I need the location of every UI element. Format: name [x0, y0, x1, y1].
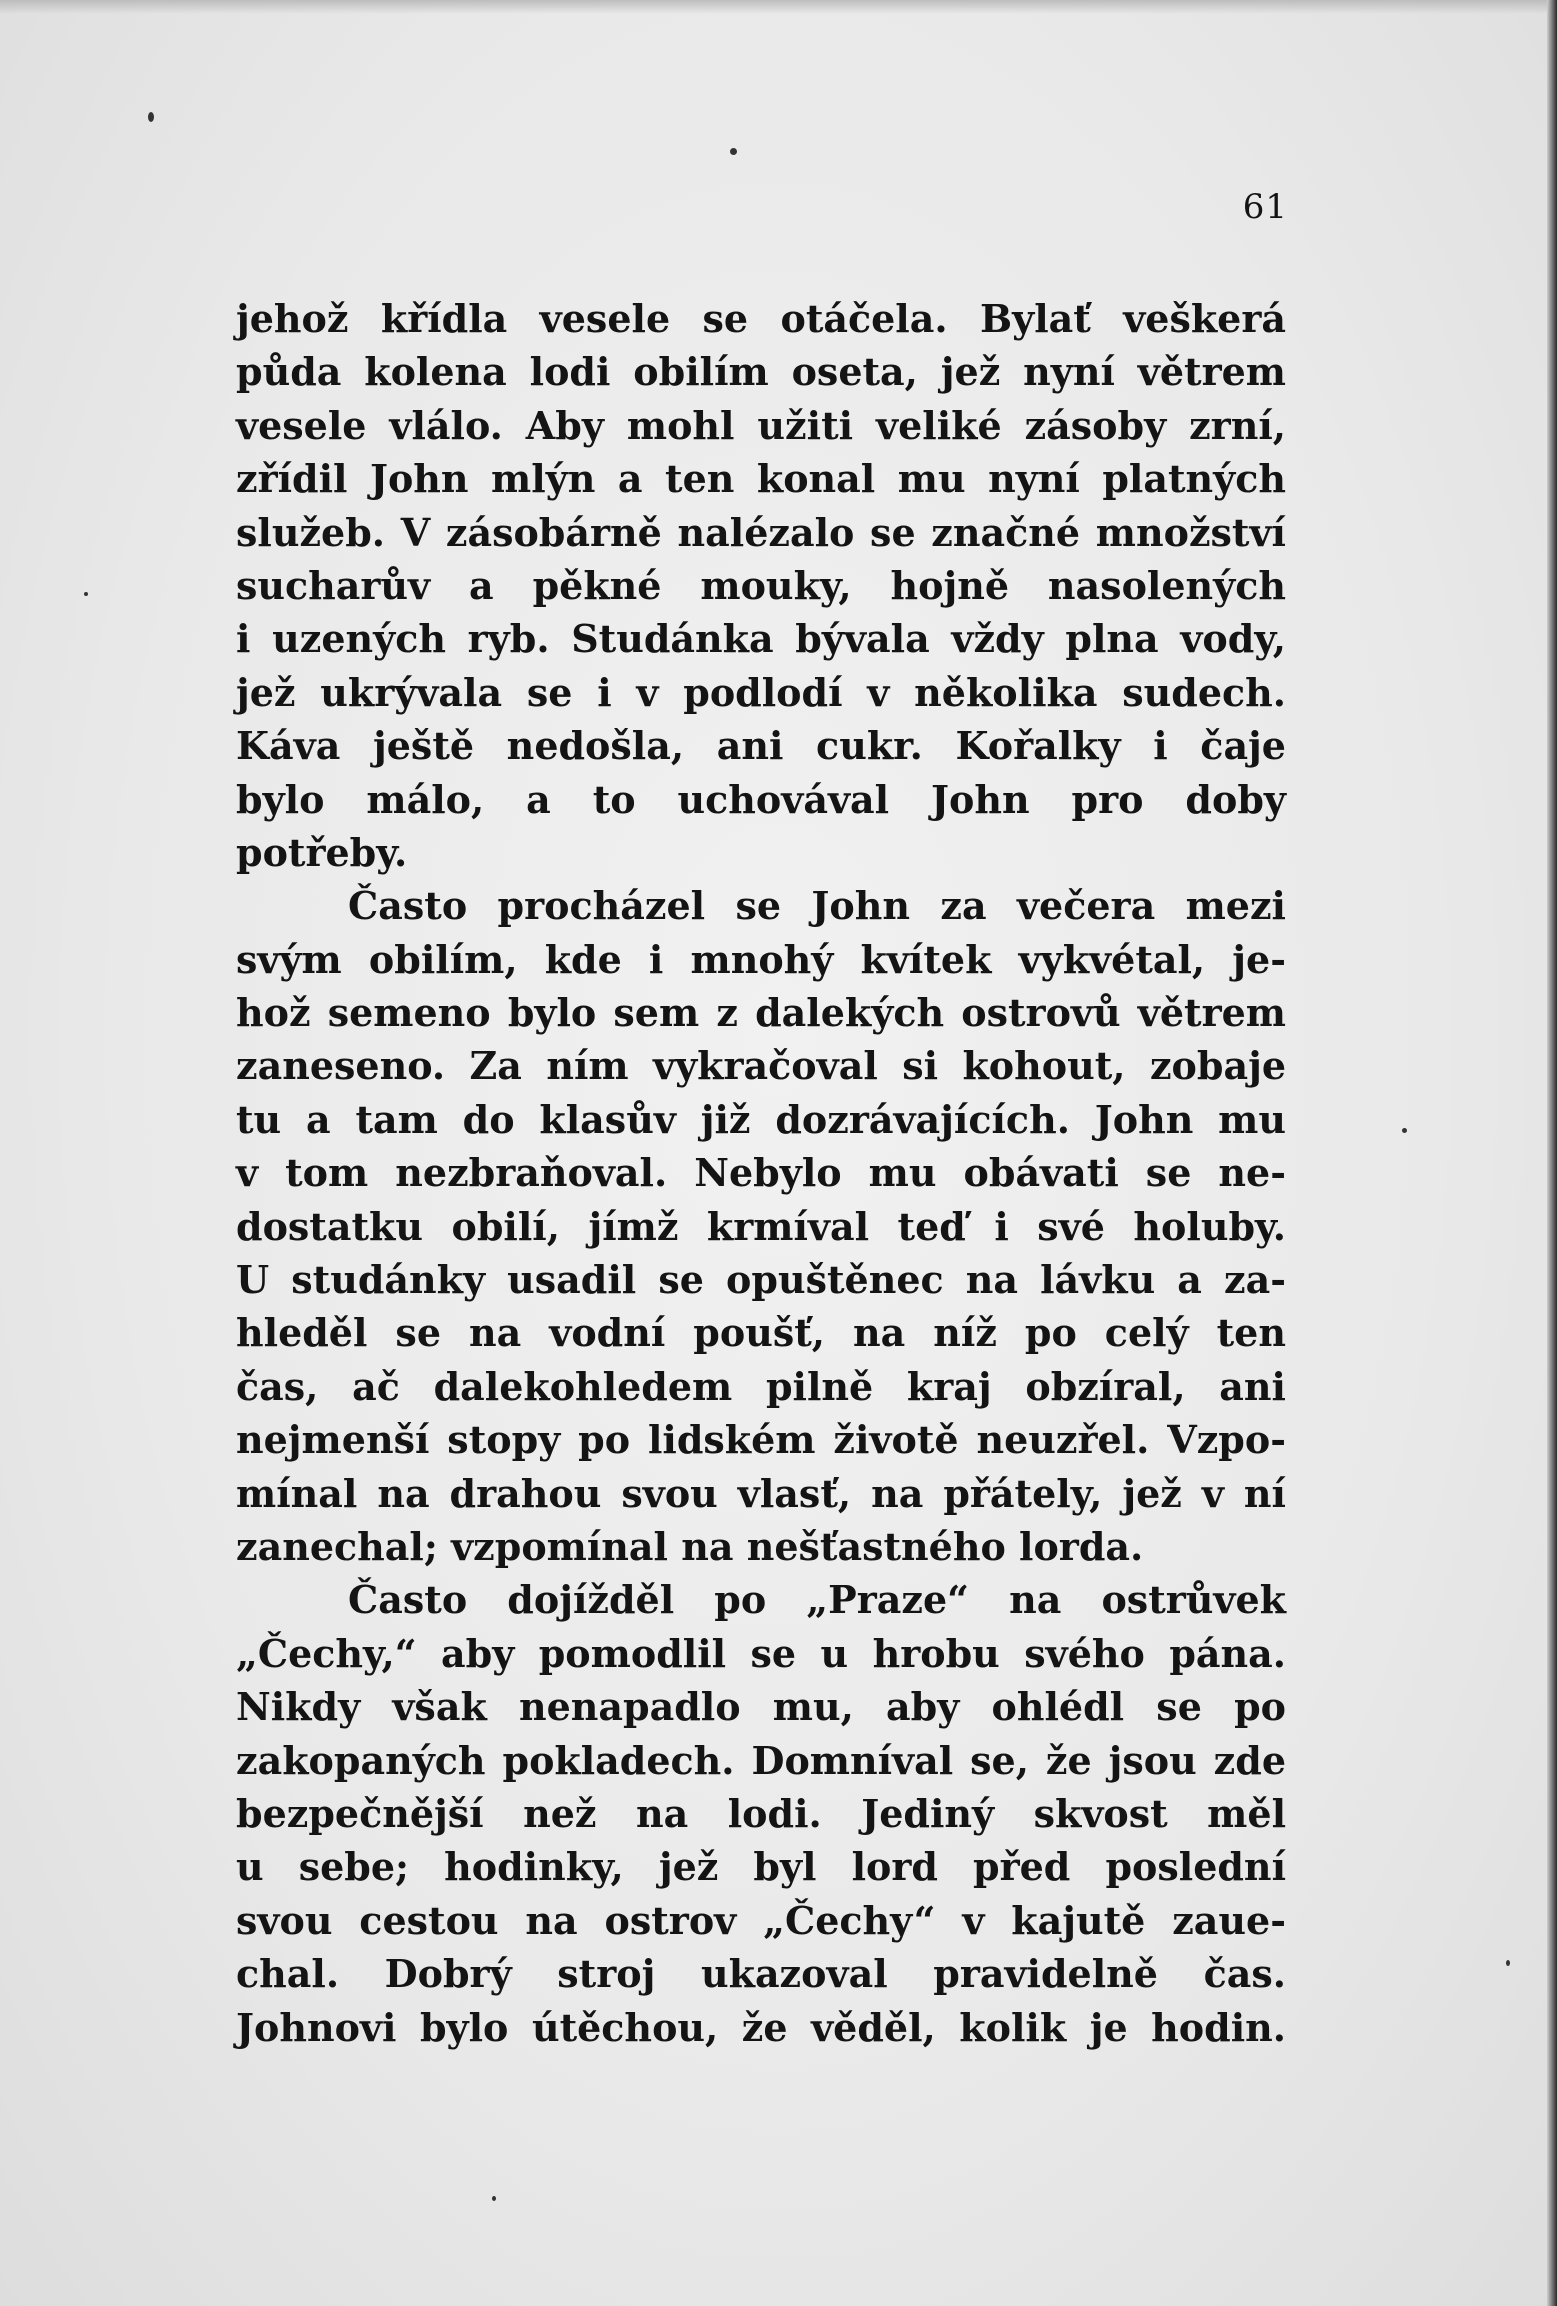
text-line: vesele vlálo. Aby mohl užiti veliké zásoby zrní,	[236, 402, 1286, 448]
paragraph-end-line: zanechal; vzpomínal na nešťastného lorda.	[236, 1523, 1144, 1569]
dust-speck	[730, 148, 737, 155]
text-line: svou cestou na ostrov „Čechy“ v kajutě zaue-	[236, 1897, 1286, 1943]
text-line: U studánky usadil se opuštěnec na lávku a za-	[236, 1257, 1286, 1303]
text-line: svým obilím, kde i mnohý kvítek vykvétal, je-	[236, 936, 1286, 982]
text-line: hož semeno bylo sem z dalekých ostrovů větrem	[236, 990, 1286, 1036]
paragraph-start-line: Často dojížděl po „Praze“ na ostrůvek	[348, 1577, 1286, 1623]
scan-right-edge	[1547, 0, 1557, 2306]
text-line: mínal na drahou svou vlasť, na přátely, jež v ní	[236, 1470, 1286, 1516]
page-number: 61	[1242, 187, 1288, 227]
dust-speck	[492, 2196, 496, 2201]
text-line: jež ukrývala se i v podlodí v několika sudech.	[236, 669, 1286, 715]
paragraph-start-line: Často procházel se John za večera mezi	[348, 883, 1286, 929]
text-line: u sebe; hodinky, jež byl lord před poslední	[236, 1844, 1286, 1890]
text-line: nejmenší stopy po lidském životě neuzřel. Vzpo-	[236, 1417, 1286, 1463]
text-line: Johnovi bylo útěchou, že věděl, kolik je hodin.	[236, 2004, 1286, 2050]
text-line: „Čechy,“ aby pomodlil se u hrobu svého pána.	[236, 1630, 1286, 1676]
dust-speck	[1402, 1128, 1407, 1133]
text-line: zřídil John mlýn a ten konal mu nyní platných	[236, 456, 1286, 502]
text-line: tu a tam do klasův již dozrávajících. John mu	[236, 1096, 1286, 1142]
text-line: půda kolena lodi obilím oseta, jež nyní větrem	[236, 349, 1286, 395]
text-line: v tom nezbraňoval. Nebylo mu obávati se ne-	[236, 1150, 1286, 1196]
scan-top-edge	[0, 0, 1557, 14]
text-line: hleděl se na vodní poušť, na níž po celý ten	[236, 1310, 1286, 1356]
text-line: i uzených ryb. Studánka bývala vždy plna vody,	[236, 616, 1286, 662]
text-line: bezpečnější než na lodi. Jediný skvost měl	[236, 1790, 1286, 1836]
text-line: zakopaných pokladech. Domníval se, že jsou zde	[236, 1737, 1286, 1783]
text-line: zaneseno. Za ním vykračoval si kohout, zobaje	[236, 1043, 1286, 1089]
dust-speck	[84, 592, 88, 596]
dust-speck	[148, 112, 154, 122]
text-line: chal. Dobrý stroj ukazoval pravidelně čas.	[236, 1951, 1286, 1997]
text-line: bylo málo, a to uchovával John pro doby	[236, 776, 1286, 822]
text-line: služeb. V zásobárně nalézalo se značné množství	[236, 509, 1286, 555]
text-line: Káva ještě nedošla, ani cukr. Kořalky i čaje	[236, 723, 1286, 769]
body-text	[236, 292, 1286, 2054]
text-line: sucharův a pěkné mouky, hojně nasolených	[236, 562, 1286, 608]
text-line: dostatku obilí, jímž krmíval teď i své holuby.	[236, 1203, 1286, 1249]
paragraph-end-line: potřeby.	[236, 829, 408, 875]
text-line: čas, ač dalekohledem pilně kraj obzíral, ani	[236, 1363, 1286, 1409]
text-line: jehož křídla vesele se otáčela. Bylať veškerá	[236, 296, 1286, 341]
text-line: Nikdy však nenapadlo mu, aby ohlédl se po	[236, 1684, 1286, 1730]
dust-speck	[1506, 1960, 1510, 1966]
